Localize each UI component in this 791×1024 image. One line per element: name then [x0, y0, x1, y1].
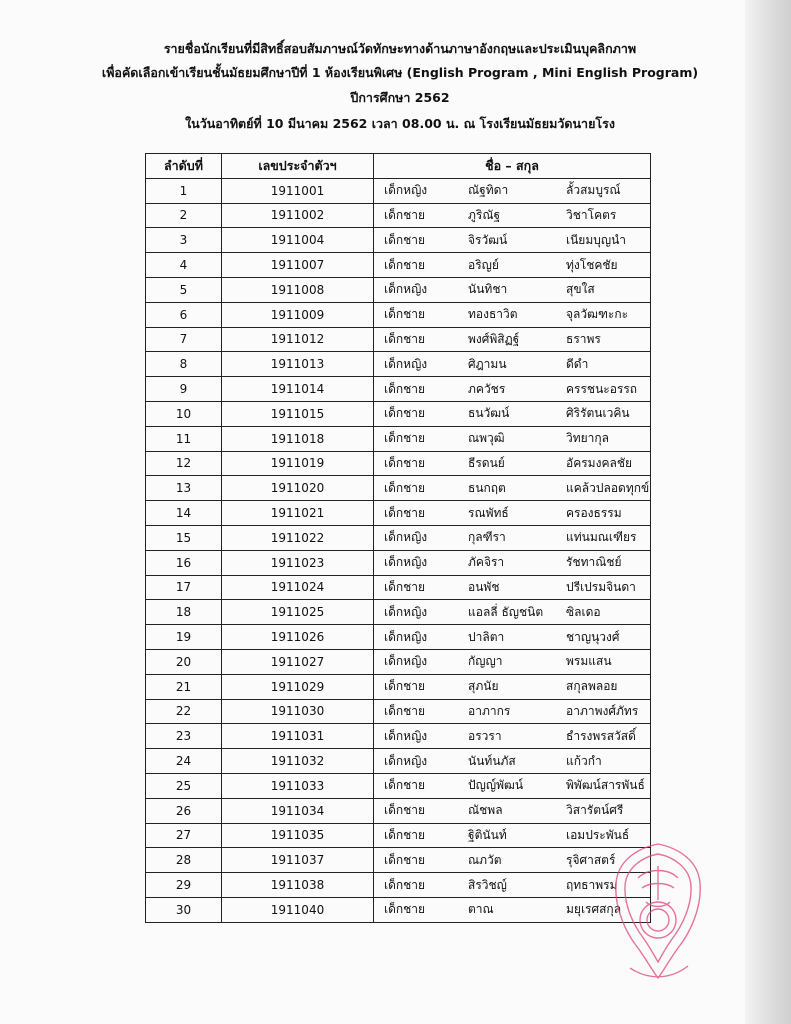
col-header-order: ลำดับที่: [146, 154, 222, 179]
row-first-name: สิรวิชญ์: [462, 873, 558, 898]
row-last-name: ฤทธาพรม: [558, 873, 651, 898]
table-row: [146, 823, 651, 848]
table-row: [146, 897, 651, 922]
row-order: 11: [146, 426, 222, 451]
row-student-id: 1911032: [222, 749, 374, 774]
row-prefix: เด็กหญิง: [374, 600, 463, 625]
row-first-name: พงศ์พิสิฏฐ์: [462, 327, 558, 352]
row-student-id: 1911022: [222, 525, 374, 550]
row-prefix: เด็กหญิง: [374, 724, 463, 749]
row-first-name: อนพัช: [462, 575, 558, 600]
row-prefix: เด็กชาย: [374, 699, 463, 724]
row-order: 5: [146, 277, 222, 302]
row-first-name: ณพวุฒิ: [462, 426, 558, 451]
row-last-name: วิสารัตน์ศรี: [558, 798, 651, 823]
row-order: 1: [146, 178, 222, 203]
row-last-name: สุขใส: [558, 277, 651, 302]
row-first-name: นันทิชา: [462, 277, 558, 302]
row-order: 17: [146, 575, 222, 600]
col-header-name: ชื่อ – สกุล: [374, 154, 651, 179]
table-row: [146, 649, 651, 674]
col-header-id: เลขประจำตัวฯ: [222, 154, 374, 179]
row-student-id: 1911009: [222, 302, 374, 327]
table-row: [146, 178, 651, 203]
row-prefix: เด็กชาย: [374, 575, 463, 600]
row-prefix: เด็กชาย: [374, 253, 463, 278]
row-order: 4: [146, 253, 222, 278]
header-line-2: เพื่อคัดเลือกเข้าเรียนชั้นมัธยมศึกษาปีที่ 1 ห้องเรียนพิเศษ (English Program , Mini English Program): [101, 65, 699, 80]
row-order: 21: [146, 674, 222, 699]
row-first-name: ภควัชร: [462, 377, 558, 402]
row-last-name: ซิลเดอ: [558, 600, 651, 625]
row-student-id: 1911026: [222, 625, 374, 650]
row-last-name: วิทยากุล: [558, 426, 651, 451]
row-order: 25: [146, 773, 222, 798]
row-prefix: เด็กชาย: [374, 401, 463, 426]
row-order: 19: [146, 625, 222, 650]
row-order: 30: [146, 897, 222, 922]
table-row: [146, 203, 651, 228]
row-prefix: เด็กชาย: [374, 203, 463, 228]
row-first-name: อาภากร: [462, 699, 558, 724]
row-order: 22: [146, 699, 222, 724]
row-student-id: 1911013: [222, 352, 374, 377]
school-seal-stamp-icon: [608, 838, 708, 988]
row-order: 28: [146, 848, 222, 873]
table-row: [146, 674, 651, 699]
row-first-name: รณพัทธ์: [462, 501, 558, 526]
row-last-name: แคล้วปลอดทุกข์: [558, 476, 651, 501]
row-student-id: 1911021: [222, 501, 374, 526]
row-order: 13: [146, 476, 222, 501]
table-row: [146, 426, 651, 451]
table-row: [146, 699, 651, 724]
row-prefix: เด็กชาย: [374, 327, 463, 352]
table-row: [146, 600, 651, 625]
row-last-name: เนียมบุญนำ: [558, 228, 651, 253]
row-prefix: เด็กหญิง: [374, 550, 463, 575]
row-last-name: ชาญนุวงศ์: [558, 625, 651, 650]
row-last-name: พิพัฒน์สารพันธ์: [558, 773, 651, 798]
row-last-name: ธำรงพรสวัสดิ์: [558, 724, 651, 749]
row-student-id: 1911030: [222, 699, 374, 724]
row-first-name: ภัคจิรา: [462, 550, 558, 575]
row-order: 27: [146, 823, 222, 848]
table-row: [146, 575, 651, 600]
row-last-name: ดีดำ: [558, 352, 651, 377]
table-row: [146, 228, 651, 253]
row-student-id: 1911035: [222, 823, 374, 848]
row-last-name: ธราพร: [558, 327, 651, 352]
row-prefix: เด็กชาย: [374, 873, 463, 898]
row-student-id: 1911027: [222, 649, 374, 674]
row-last-name: เอมประพันธ์: [558, 823, 651, 848]
row-last-name: แก้วกำ: [558, 749, 651, 774]
row-order: 3: [146, 228, 222, 253]
table-row: [146, 749, 651, 774]
row-first-name: กุลฑีรา: [462, 525, 558, 550]
row-first-name: ปัญญ์พัฒน์: [462, 773, 558, 798]
row-first-name: ธนกฤต: [462, 476, 558, 501]
row-last-name: ปรีเปรมจินดา: [558, 575, 651, 600]
row-order: 20: [146, 649, 222, 674]
row-last-name: จุลวัฒฑะกะ: [558, 302, 651, 327]
row-first-name: ทองธาวิต: [462, 302, 558, 327]
header-line-4: ในวันอาทิตย์ที่ 10 มีนาคม 2562 เวลา 08.00 น. ณ โรงเรียนมัธยมวัดนายโรง: [185, 116, 615, 131]
row-student-id: 1911023: [222, 550, 374, 575]
row-student-id: 1911025: [222, 600, 374, 625]
row-order: 2: [146, 203, 222, 228]
row-last-name: อาภาพงศ์ภัทร: [558, 699, 651, 724]
row-last-name: มยุเรศสกุล: [558, 897, 651, 922]
row-first-name: ธนวัฒน์: [462, 401, 558, 426]
row-student-id: 1911024: [222, 575, 374, 600]
table-row: [146, 625, 651, 650]
row-last-name: ครรชนะอรรถ: [558, 377, 651, 402]
row-student-id: 1911008: [222, 277, 374, 302]
header-line-1: รายชื่อนักเรียนที่มีสิทธิ์สอบสัมภาษณ์วัดทักษะทางด้านภาษาอังกฤษและประเมินบุคลิกภาพ: [163, 41, 637, 56]
row-first-name: นันท์นภัส: [462, 749, 558, 774]
table-row: [146, 401, 651, 426]
row-first-name: ณัชพล: [462, 798, 558, 823]
row-order: 6: [146, 302, 222, 327]
row-last-name: พรมแสน: [558, 649, 651, 674]
row-student-id: 1911019: [222, 451, 374, 476]
row-first-name: จิรวัฒน์: [462, 228, 558, 253]
row-student-id: 1911037: [222, 848, 374, 873]
row-last-name: สกุลพลอย: [558, 674, 651, 699]
row-first-name: ณัฐทิดา: [462, 178, 558, 203]
row-student-id: 1911002: [222, 203, 374, 228]
row-student-id: 1911033: [222, 773, 374, 798]
row-prefix: เด็กชาย: [374, 451, 463, 476]
table-row: [146, 476, 651, 501]
row-order: 16: [146, 550, 222, 575]
row-student-id: 1911018: [222, 426, 374, 451]
row-prefix: เด็กชาย: [374, 228, 463, 253]
row-first-name: ศิฎามน: [462, 352, 558, 377]
page-edge-shadow: [745, 0, 791, 1024]
row-last-name: ทุ่งโชคชัย: [558, 253, 651, 278]
table-row: [146, 277, 651, 302]
row-first-name: ธีรดนย์: [462, 451, 558, 476]
row-prefix: เด็กชาย: [374, 476, 463, 501]
table-row: [146, 525, 651, 550]
row-prefix: เด็กหญิง: [374, 277, 463, 302]
table-row: [146, 798, 651, 823]
row-first-name: ปาลิตา: [462, 625, 558, 650]
row-order: 29: [146, 873, 222, 898]
row-order: 10: [146, 401, 222, 426]
row-student-id: 1911015: [222, 401, 374, 426]
row-prefix: เด็กชาย: [374, 426, 463, 451]
row-last-name: รุจิศาสตร์: [558, 848, 651, 873]
table-header-row: [146, 154, 651, 179]
row-order: 15: [146, 525, 222, 550]
row-prefix: เด็กหญิง: [374, 352, 463, 377]
row-order: 14: [146, 501, 222, 526]
row-prefix: เด็กชาย: [374, 302, 463, 327]
row-last-name: อัครมงคลชัย: [558, 451, 651, 476]
row-prefix: เด็กชาย: [374, 377, 463, 402]
row-student-id: 1911012: [222, 327, 374, 352]
row-student-id: 1911001: [222, 178, 374, 203]
row-student-id: 1911020: [222, 476, 374, 501]
row-order: 18: [146, 600, 222, 625]
row-first-name: ณภวัต: [462, 848, 558, 873]
table-row: [146, 327, 651, 352]
row-prefix: เด็กชาย: [374, 823, 463, 848]
row-first-name: อรวรา: [462, 724, 558, 749]
row-order: 9: [146, 377, 222, 402]
row-last-name: ศิริรัตนเวคิน: [558, 401, 651, 426]
table-row: [146, 302, 651, 327]
row-order: 26: [146, 798, 222, 823]
row-first-name: อริญย์: [462, 253, 558, 278]
row-last-name: ลั้วสมบูรณ์: [558, 178, 651, 203]
row-order: 7: [146, 327, 222, 352]
table-row: [146, 377, 651, 402]
row-first-name: ตาณ: [462, 897, 558, 922]
row-prefix: เด็กชาย: [374, 897, 463, 922]
row-prefix: เด็กชาย: [374, 848, 463, 873]
row-student-id: 1911007: [222, 253, 374, 278]
row-student-id: 1911034: [222, 798, 374, 823]
table-row: [146, 451, 651, 476]
table-row: [146, 501, 651, 526]
row-prefix: เด็กชาย: [374, 674, 463, 699]
row-last-name: วิชาโคตร: [558, 203, 651, 228]
row-first-name: กัญญา: [462, 649, 558, 674]
row-first-name: สุภนัย: [462, 674, 558, 699]
table-row: [146, 550, 651, 575]
row-student-id: 1911040: [222, 897, 374, 922]
row-order: 12: [146, 451, 222, 476]
row-prefix: เด็กชาย: [374, 798, 463, 823]
row-last-name: ครองธรรม: [558, 501, 651, 526]
row-prefix: เด็กหญิง: [374, 525, 463, 550]
row-prefix: เด็กหญิง: [374, 649, 463, 674]
row-prefix: เด็กหญิง: [374, 625, 463, 650]
row-first-name: ฐิตินันท์: [462, 823, 558, 848]
student-table: [145, 153, 651, 923]
table-row: [146, 848, 651, 873]
row-order: 23: [146, 724, 222, 749]
table-row: [146, 724, 651, 749]
row-student-id: 1911031: [222, 724, 374, 749]
table-row: [146, 773, 651, 798]
table-row: [146, 352, 651, 377]
table-row: [146, 873, 651, 898]
row-last-name: แท่นมณเฑียร: [558, 525, 651, 550]
row-last-name: รัชทาณิชย์: [558, 550, 651, 575]
row-prefix: เด็กหญิง: [374, 749, 463, 774]
row-prefix: เด็กหญิง: [374, 178, 463, 203]
row-prefix: เด็กชาย: [374, 501, 463, 526]
row-first-name: ภูริณัฐ: [462, 203, 558, 228]
row-student-id: 1911014: [222, 377, 374, 402]
row-first-name: แอลลี่ ธัญชนิต: [462, 600, 558, 625]
row-prefix: เด็กชาย: [374, 773, 463, 798]
header-line-3: ปีการศึกษา 2562: [350, 90, 450, 105]
row-student-id: 1911038: [222, 873, 374, 898]
row-student-id: 1911004: [222, 228, 374, 253]
row-order: 24: [146, 749, 222, 774]
table-row: [146, 253, 651, 278]
row-order: 8: [146, 352, 222, 377]
row-student-id: 1911029: [222, 674, 374, 699]
